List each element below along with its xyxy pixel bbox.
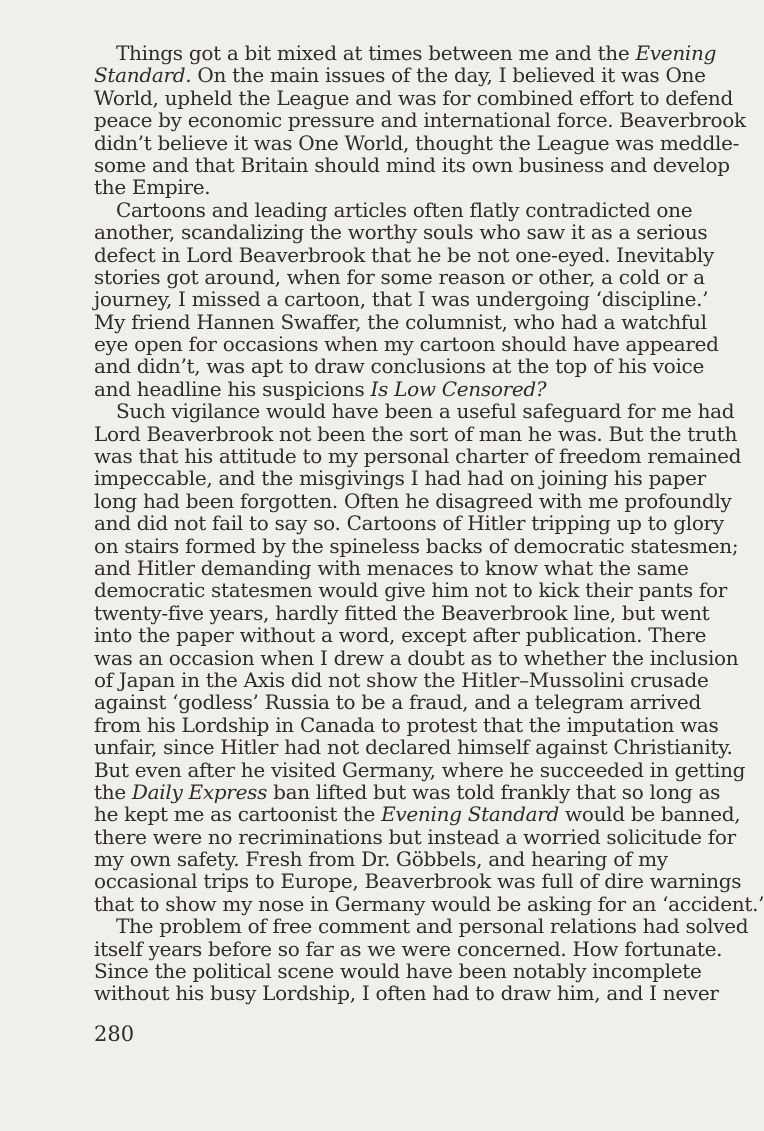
text-run: there were no recriminations but instead a worried solicitude for <box>94 824 736 849</box>
text-line <box>94 220 708 245</box>
text-run: another, scandalizing the worthy souls who saw it as a serious <box>94 220 708 245</box>
text-line <box>94 667 709 692</box>
text-line <box>94 600 710 625</box>
text-run: that to show my nose in Germany would be asking for an ‘accident.’ <box>94 891 764 916</box>
text-run: Since the political scene would have been notably incomplete <box>94 959 702 984</box>
text-run: occasional trips to Europe, Beaverbrook was full of dire warnings <box>94 869 742 894</box>
text-line <box>94 264 705 289</box>
text-run: defect in Lord Beaverbrook that he be not one-eyed. Inevitably <box>94 242 715 267</box>
text-run: eye open for occasions when my cartoon should have appeared <box>94 332 719 357</box>
text-line <box>94 85 734 110</box>
text-line <box>94 444 742 469</box>
text-line <box>94 533 739 558</box>
text-line <box>94 690 701 715</box>
italic-title: Is Low Censored? <box>370 376 547 401</box>
text-run: was that his attitude to my personal charter of freedom remained <box>94 444 742 469</box>
text-run: and Hitler demanding with menaces to know what the same <box>94 555 689 580</box>
text-run: On the main issues of the day, I believed it was One <box>191 63 706 88</box>
text-line <box>94 354 704 379</box>
text-line <box>94 332 719 357</box>
text-run: and did not fail to say so. Cartoons of Hitler tripping up to glory <box>94 511 724 536</box>
text-line <box>94 242 715 267</box>
text-run: and headline his suspicions <box>94 376 371 401</box>
italic-title: Evening Standard <box>381 802 559 827</box>
text-run: didn’t believe it was One World, thought the League was meddle- <box>94 130 740 155</box>
body-text <box>94 41 764 1006</box>
text-run: long had been forgotten. Often he disagreed with me profoundly <box>94 488 732 513</box>
text-line <box>94 41 717 65</box>
text-run: peace by economic pressure and international force. Beaverbrook <box>94 108 746 133</box>
text-run: he kept me as cartoonist the <box>94 802 382 827</box>
text-run: some and that Britain should mind its own business and develop <box>94 152 730 177</box>
text-run: and didn’t, was apt to draw conclusions at the top of his voice <box>94 354 704 379</box>
text-line <box>94 511 724 536</box>
text-line <box>94 712 719 737</box>
text-line <box>94 378 658 400</box>
text-run: from his Lordship in Canada to protest that the imputation was <box>94 712 719 737</box>
text-line <box>94 981 719 1006</box>
text-run: itself years before so far as we were concerned. How fortunate. <box>94 936 723 961</box>
text-run: the Empire. <box>94 175 211 200</box>
text-run: the <box>94 779 132 804</box>
text-line <box>94 108 746 133</box>
text-line <box>94 421 738 446</box>
text-line <box>94 645 739 670</box>
text-line <box>94 623 707 648</box>
text-line <box>94 936 723 961</box>
text-line <box>94 779 721 804</box>
text-run: unfair, since Hitler had not declared himself against Christianity. <box>94 735 733 760</box>
text-run: Such vigilance would have been a useful safeguard for me had <box>116 399 735 424</box>
text-run: But even after he visited Germany, where he succeeded in getting <box>94 757 746 782</box>
text-line <box>94 824 736 849</box>
text-run: on stairs formed by the spineless backs of democratic statesmen; <box>94 533 739 558</box>
text-run: democratic statesmen would give him not to kick their pants for <box>94 578 727 603</box>
text-line <box>94 802 741 827</box>
text-line <box>94 757 746 782</box>
text-run: into the paper without a word, except after publication. There <box>94 623 707 648</box>
text-line <box>94 63 706 88</box>
text-line <box>94 466 706 491</box>
text-run: The problem of free comment and personal relations had solved <box>116 914 749 939</box>
text-line <box>94 555 689 580</box>
text-line <box>94 287 709 312</box>
text-run: without his busy Lordship, I often had to draw him, and I never <box>94 981 719 1006</box>
text-run: journey, I missed a cartoon, that I was undergoing ‘discipline.’ <box>94 287 709 312</box>
text-line <box>94 130 740 155</box>
text-line <box>94 735 733 760</box>
text-run: ban lifted but was told frankly that so long as <box>267 779 721 804</box>
text-line <box>94 399 735 424</box>
text-run: Cartoons and leading articles often flatly contradicted one <box>116 197 693 222</box>
text-run: was an occasion when I drew a doubt as to whether the inclusion <box>94 645 739 670</box>
italic-title: Daily Express <box>131 779 268 804</box>
text-line <box>94 488 732 513</box>
text-line <box>94 914 749 939</box>
text-run: World, upheld the League and was for combined effort to defend <box>94 85 734 110</box>
text-line <box>94 891 764 916</box>
text-line <box>94 869 742 894</box>
text-line <box>94 847 668 872</box>
text-run: my own safety. Fresh from Dr. Göbbels, and hearing of my <box>94 847 668 872</box>
page-number: 280 <box>94 1022 135 1046</box>
text-run: of Japan in the Axis did not show the Hitler–Mussolini crusade <box>94 667 709 692</box>
text-run: stories got around, when for some reason or other, a cold or a <box>94 264 705 289</box>
text-line <box>94 152 730 177</box>
text-run: Lord Beaverbrook not been the sort of man he was. But the truth <box>94 421 738 446</box>
text-line <box>94 578 727 603</box>
text-run: against ‘godless’ Russia to be a fraud, and a telegram arrived <box>94 690 701 715</box>
text-line <box>94 176 658 198</box>
text-run: impeccable, and the misgivings I had had on joining his paper <box>94 466 706 491</box>
text-run: would be banned, <box>558 802 741 827</box>
text-run: twenty-five years, hardly fitted the Beaverbrook line, but went <box>94 600 710 625</box>
italic-title: Standard. <box>94 63 192 88</box>
text-line <box>94 309 707 334</box>
italic-title: Evening <box>635 41 717 65</box>
text-line <box>94 197 693 222</box>
text-line <box>94 959 702 984</box>
text-run: My friend Hannen Swaffer, the columnist, who had a watchful <box>94 309 707 334</box>
text-run: Things got a bit mixed at times between me and the <box>116 41 636 65</box>
